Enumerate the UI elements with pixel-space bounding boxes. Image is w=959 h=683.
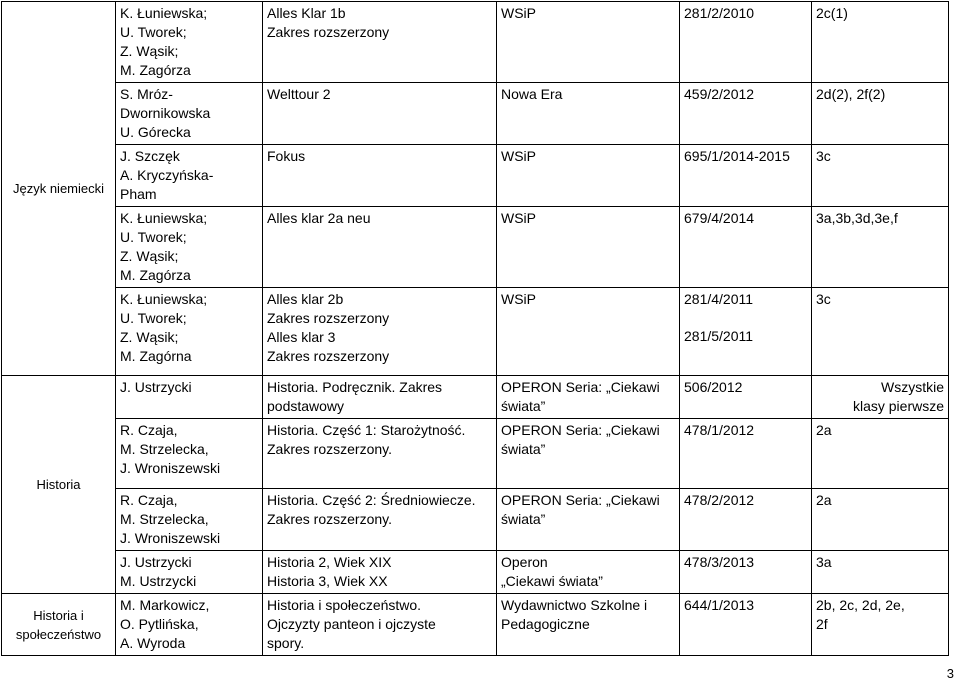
publisher-cell	[497, 145, 680, 207]
title-line: Historia. Podręcznik. Zakres	[267, 379, 443, 395]
publisher-line: OPERON Seria: „Ciekawi	[501, 422, 660, 438]
number-line: 478/3/2013	[684, 554, 755, 570]
publisher-line: WSiP	[501, 5, 536, 21]
publisher-cell	[497, 207, 680, 288]
authors-cell	[116, 288, 263, 376]
subject-line: Historia i	[33, 607, 84, 623]
approval-number-cell	[680, 376, 812, 419]
classes-cell	[812, 551, 949, 594]
authors-line: K. Łuniewska;	[120, 210, 208, 226]
classes-line: 2a	[816, 492, 832, 508]
title-line: Alles klar 2b	[267, 291, 344, 307]
publisher-cell	[497, 594, 680, 656]
table-row	[2, 419, 949, 489]
classes-cell	[812, 594, 949, 656]
authors-line: Z. Wąsik;	[120, 43, 179, 59]
authors-line: J. Ustrzycki	[120, 554, 192, 570]
authors-line: J. Wroniszewski	[120, 530, 221, 546]
number-line: 506/2012	[684, 379, 743, 395]
authors-line: U. Tworek;	[120, 24, 187, 40]
authors-line: U. Tworek;	[120, 229, 187, 245]
number-line: 281/2/2010	[684, 5, 755, 21]
publisher-cell	[497, 288, 680, 376]
title-line: Alles klar 2a neu	[267, 210, 371, 226]
authors-cell	[116, 419, 263, 489]
subject-line: społeczeństwo	[15, 626, 102, 642]
title-line: Zakres rozszerzony.	[267, 441, 392, 457]
authors-line: M. Zagórza	[120, 62, 191, 78]
authors-line: Dwornikowska	[120, 105, 211, 121]
classes-cell	[812, 207, 949, 288]
page-number: 3	[946, 666, 954, 681]
table-row	[2, 288, 949, 376]
authors-line: M. Zagórna	[120, 348, 192, 364]
publisher-line: WSiP	[501, 148, 536, 164]
title-line: Welttour 2	[267, 86, 331, 102]
title-line: Zakres rozszerzony.	[267, 511, 392, 527]
table-row	[2, 489, 949, 551]
authors-line: J. Ustrzycki	[120, 379, 192, 395]
authors-line: M. Zagórza	[120, 267, 191, 283]
authors-cell	[116, 145, 263, 207]
title-line: Historia. Część 1: Starożytność.	[267, 422, 466, 438]
authors-line: O. Pytlińska,	[120, 616, 199, 632]
authors-cell	[116, 83, 263, 145]
approval-number-cell	[680, 594, 812, 656]
subject-label: Język niemiecki	[12, 181, 105, 196]
title-line: Historia i społeczeństwo.	[267, 597, 422, 613]
table-row	[2, 551, 949, 594]
classes-line: 3a	[816, 554, 832, 570]
title-line: Zakres rozszerzony	[267, 24, 390, 40]
title-cell	[263, 594, 497, 656]
number-line: 281/5/2011	[684, 328, 754, 344]
publisher-cell	[497, 83, 680, 145]
authors-cell	[116, 207, 263, 288]
approval-number-cell	[680, 145, 812, 207]
publisher-line: OPERON Seria: „Ciekawi	[501, 379, 660, 395]
authors-line: Z. Wąsik;	[120, 329, 179, 345]
classes-line: 3c	[816, 148, 831, 164]
number-line: 695/1/2014-2015	[684, 148, 790, 164]
authors-cell	[116, 489, 263, 551]
title-line: Alles klar 3	[267, 329, 336, 345]
title-line: Ojczyzty panteon i ojczyste	[267, 616, 436, 632]
authors-line: M. Strzelecka,	[120, 441, 209, 457]
title-cell	[263, 489, 497, 551]
title-cell	[263, 551, 497, 594]
publisher-line: „Ciekawi świata”	[501, 573, 603, 589]
classes-cell	[812, 419, 949, 489]
subject-cell	[2, 594, 116, 656]
table-row	[2, 83, 949, 145]
publisher-cell	[497, 551, 680, 594]
table-row	[2, 594, 949, 656]
number-line: 281/4/2011	[684, 291, 754, 307]
table-row	[2, 376, 949, 419]
title-line: Historia 3, Wiek XX	[267, 573, 388, 589]
classes-line: 2c(1)	[816, 5, 848, 21]
authors-line: U. Tworek;	[120, 310, 187, 326]
approval-number-cell	[680, 207, 812, 288]
authors-line: J. Szczęk	[120, 148, 180, 164]
classes-cell	[812, 2, 949, 83]
title-cell	[263, 376, 497, 419]
authors-line: S. Mróz-	[120, 86, 173, 102]
title-line: Alles Klar 1b	[267, 5, 346, 21]
publisher-line: świata”	[501, 441, 546, 457]
subject-cell	[2, 376, 116, 594]
title-cell	[263, 83, 497, 145]
publisher-cell	[497, 489, 680, 551]
title-cell	[263, 207, 497, 288]
authors-line: R. Czaja,	[120, 492, 178, 508]
classes-line: 2b, 2c, 2d, 2e,	[816, 597, 905, 613]
publisher-cell	[497, 2, 680, 83]
authors-line: K. Łuniewska;	[120, 291, 208, 307]
authors-line: U. Górecka	[120, 124, 191, 140]
title-cell	[263, 2, 497, 83]
authors-line: K. Łuniewska;	[120, 5, 208, 21]
classes-cell	[812, 376, 949, 419]
classes-cell	[812, 288, 949, 376]
authors-cell	[116, 551, 263, 594]
title-line: Zakres rozszerzony	[267, 310, 390, 326]
publisher-line: Pedagogiczne	[501, 616, 590, 632]
table-row	[2, 207, 949, 288]
table-row	[2, 2, 949, 83]
authors-line: Pham	[120, 186, 157, 202]
number-line: 478/1/2012	[684, 422, 755, 438]
publisher-line: Wydawnictwo Szkolne i	[501, 597, 648, 613]
classes-line: 3a,3b,3d,3e,f	[816, 210, 898, 226]
approval-number-cell	[680, 489, 812, 551]
textbook-table	[1, 1, 949, 656]
approval-number-cell	[680, 288, 812, 376]
publisher-cell	[497, 419, 680, 489]
title-cell	[263, 288, 497, 376]
authors-line: M. Markowicz,	[120, 597, 210, 613]
number-line: 644/1/2013	[684, 597, 755, 613]
authors-cell	[116, 376, 263, 419]
authors-line: Z. Wąsik;	[120, 248, 179, 264]
number-line: 478/2/2012	[684, 492, 755, 508]
table-row	[2, 145, 949, 207]
number-line: 459/2/2012	[684, 86, 755, 102]
publisher-line: świata”	[501, 398, 546, 414]
publisher-line: świata”	[501, 511, 546, 527]
title-cell	[263, 419, 497, 489]
publisher-line: Operon	[501, 554, 548, 570]
authors-line: R. Czaja,	[120, 422, 178, 438]
publisher-line: Nowa Era	[501, 86, 563, 102]
publisher-line: WSiP	[501, 291, 536, 307]
classes-cell	[812, 83, 949, 145]
classes-line: 2f	[816, 616, 828, 632]
publisher-line: OPERON Seria: „Ciekawi	[501, 492, 660, 508]
authors-line: M. Ustrzycki	[120, 573, 197, 589]
authors-line: M. Strzelecka,	[120, 511, 209, 527]
classes-cell	[812, 489, 949, 551]
approval-number-cell	[680, 2, 812, 83]
classes-line: 3c	[816, 291, 831, 307]
title-line: Historia 2, Wiek XIX	[267, 554, 392, 570]
title-line: Zakres rozszerzony	[267, 348, 390, 364]
title-line: podstawowy	[267, 398, 345, 414]
classes-cell	[812, 145, 949, 207]
approval-number-cell	[680, 551, 812, 594]
title-line: Fokus	[267, 148, 306, 164]
approval-number-cell	[680, 419, 812, 489]
subject-cell	[2, 2, 116, 376]
classes-line: klasy pierwsze	[852, 398, 944, 414]
authors-line: A. Wyroda	[120, 635, 186, 651]
authors-line: J. Wroniszewski	[120, 460, 221, 476]
title-cell	[263, 145, 497, 207]
publisher-line: WSiP	[501, 210, 536, 226]
authors-cell	[116, 594, 263, 656]
approval-number-cell	[680, 83, 812, 145]
publisher-cell	[497, 376, 680, 419]
classes-line: 2a	[816, 422, 832, 438]
classes-line: Wszystkie	[881, 379, 944, 395]
title-line: spory.	[267, 635, 305, 651]
title-line: Historia. Część 2: Średniowiecze.	[267, 492, 476, 508]
subject-label: Historia	[36, 477, 81, 492]
classes-line: 2d(2), 2f(2)	[816, 86, 886, 102]
authors-line: A. Kryczyńska-	[120, 167, 214, 183]
authors-cell	[116, 2, 263, 83]
number-line: 679/4/2014	[684, 210, 755, 226]
